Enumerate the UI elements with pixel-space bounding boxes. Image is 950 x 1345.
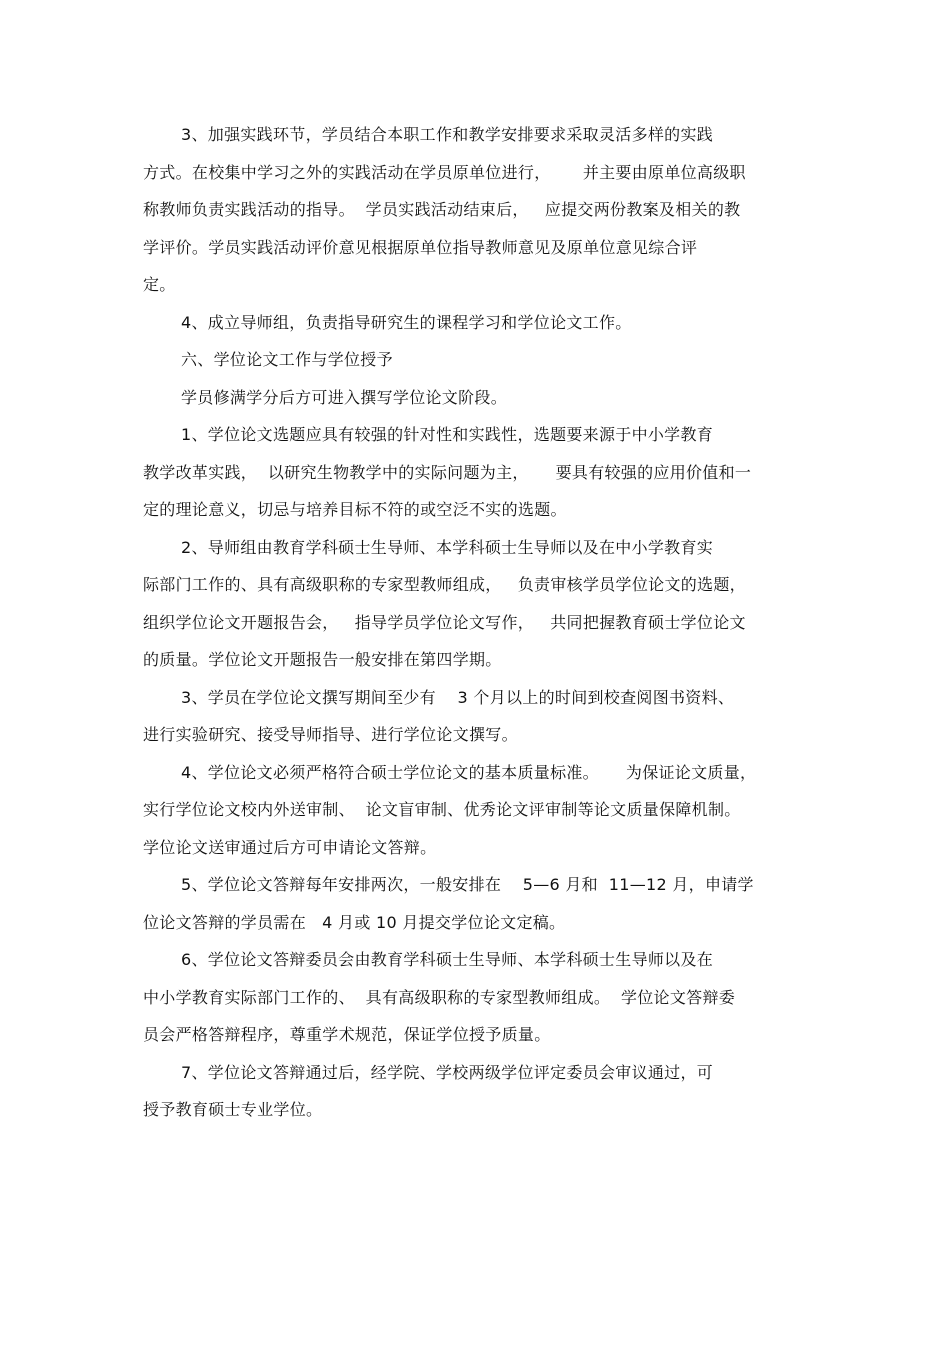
text-line: 学员修满学分后方可进入撰写学位论文阶段。 <box>181 388 508 407</box>
text-line: 学位论文送审通过后方可申请论文答辩。 <box>143 838 437 857</box>
text-line: 2、导师组由教育学科硕士生导师、本学科硕士生导师以及在中小学教育实 <box>181 538 714 557</box>
text-line: 学评价。学员实践活动评价意见根据原单位指导教师意见及原单位意见综合评 <box>143 238 698 257</box>
text-line: 的质量。学位论文开题报告一般安排在第四学期。 <box>143 650 502 669</box>
text-line: 实行学位论文校内外送审制、 论文盲审制、优秀论文评审制等论文质量保障机制。 <box>143 800 741 819</box>
text-line: 4、成立导师组，负责指导研究生的课程学习和学位论文工作。 <box>181 313 632 332</box>
text-line: 员会严格答辩程序，尊重学术规范，保证学位授予质量。 <box>143 1025 551 1044</box>
text-line: 3、学员在学位论文撰写期间至少有 3 个月以上的时间到校查阅图书资料、 <box>181 688 735 707</box>
text-line: 组织学位论文开题报告会， 指导学员学位论文写作， 共同把握教育硕士学位论文 <box>143 613 746 632</box>
text-line: 称教师负责实践活动的指导。 学员实践活动结束后， 应提交两份教案及相关的教 <box>143 200 741 219</box>
section-heading: 六、学位论文工作与学位授予 <box>181 350 393 369</box>
text-line: 定。 <box>143 275 176 294</box>
text-line: 7、学位论文答辩通过后，经学院、学校两级学位评定委员会审议通过，可 <box>181 1063 714 1082</box>
text-line: 授予教育硕士专业学位。 <box>143 1100 323 1119</box>
text-line: 中小学教育实际部门工作的、 具有高级职称的专家型教师组成。 学位论文答辩委 <box>143 988 736 1007</box>
text-line: 6、学位论文答辩委员会由教育学科硕士生导师、本学科硕士生导师以及在 <box>181 950 714 969</box>
text-line: 进行实验研究、接受导师指导、进行学位论文撰写。 <box>143 725 518 744</box>
text-line: 际部门工作的、具有高级职称的专家型教师组成， 负责审核学员学位论文的选题， <box>143 575 746 594</box>
text-line: 位论文答辩的学员需在 4 月或 10 月提交学位论文定稿。 <box>143 913 566 932</box>
text-line: 方式。在校集中学习之外的实践活动在学员原单位进行， 并主要由原单位高级职 <box>143 163 746 182</box>
text-line: 定的理论意义，切忌与培养目标不符的或空泛不实的选题。 <box>143 500 567 519</box>
text-line: 教学改革实践， 以研究生物教学中的实际问题为主， 要具有较强的应用价值和一 <box>143 463 752 482</box>
text-line: 4、学位论文必须严格符合硕士学位论文的基本质量标准。 为保证论文质量， <box>181 763 757 782</box>
text-line: 3、加强实践环节，学员结合本职工作和教学安排要求采取灵活多样的实践 <box>181 125 714 144</box>
text-line: 1、学位论文选题应具有较强的针对性和实践性，选题要来源于中小学教育 <box>181 425 714 444</box>
text-line: 5、学位论文答辩每年安排两次，一般安排在 5—6 月和 11—12 月，申请学 <box>181 875 754 894</box>
